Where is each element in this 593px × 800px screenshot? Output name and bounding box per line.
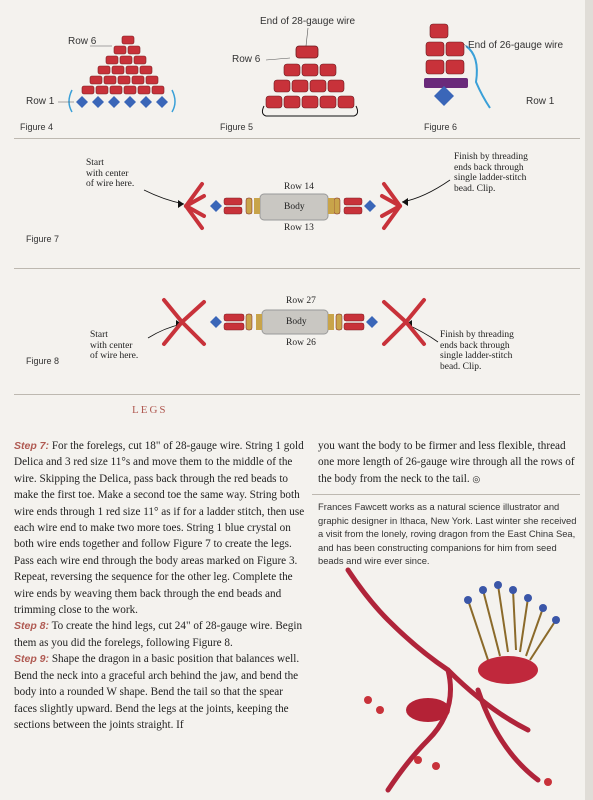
figure-5-diagram — [220, 6, 380, 126]
figure-6 — [420, 20, 580, 135]
figure-8-caption: Figure 8 — [26, 356, 60, 366]
divider — [14, 268, 580, 269]
right-column-continued — [318, 438, 578, 487]
divider — [14, 394, 580, 395]
author-credit: Frances Fawcett works as a natural science illustrator and graphic designer in Ithaca, New York. Last winter she received a visit from the lonely, roving dragon from the East China Sea, and has been constructing companions for him from seed beads and wire ever since. — [318, 501, 577, 567]
step-8-text: To create the hind legs, cut 24" of 28-gauge wire. Begin them as you did the forelegs, following Figure 8. — [14, 620, 303, 649]
step-8 — [14, 618, 306, 651]
figure-8-diagram — [14, 272, 580, 392]
figure-5-wire-note: End of 28-gauge wire — [260, 16, 356, 27]
figure-5-row-label: Row 6 — [232, 54, 261, 65]
end-mark-icon: ◎ — [472, 473, 481, 484]
figure-4-row-bottom-label: Row 1 — [26, 96, 55, 107]
figure-6-wire-note: End of 26-gauge wire — [468, 40, 564, 51]
figure-8-start-note: Start with center of wire here. — [90, 330, 139, 361]
figure-7-row-bottom: Row 13 — [284, 223, 314, 233]
figure-7 — [14, 140, 580, 266]
figure-7-row-top: Row 14 — [284, 182, 314, 192]
figure-6-diagram — [420, 20, 520, 130]
figure-8-body-label: Body — [286, 317, 307, 327]
figure-8-finish-note: Finish by threading ends back through single ladder-stitch bead. Clip. — [440, 330, 514, 372]
step-8-label: Step 8: — [14, 620, 50, 633]
step-9-text: Shape the dragon in a basic position that balances well. Bend the neck into a graceful arch behind the jaw, and bend the body into a rounded W shape. Bend the tail so that the spear faces slightly upward. Bend the legs at the joints, keeping the sections between the joints straight. If — [14, 653, 300, 731]
figure-7-finish-note: Finish by threading ends back through single ladder-stitch bead. Clip. — [454, 152, 528, 194]
figure-7-start-note: Start with center of wire here. — [86, 158, 135, 189]
figure-7-body-label: Body — [284, 202, 305, 212]
section-title: LEGS — [132, 404, 168, 416]
dragon-photo — [308, 560, 593, 800]
figure-4-row-top-label: Row 6 — [68, 36, 97, 47]
figure-4-caption: Figure 4 — [20, 122, 54, 132]
continued-text: you want the body to be firmer and less flexible, thread one more length of 26-gauge wire through all the rows of the body from the neck to the tail. — [318, 440, 575, 485]
step-7 — [14, 438, 306, 618]
figure-8 — [14, 272, 580, 392]
figure-6-row-label: Row 1 — [526, 96, 555, 107]
step-9 — [14, 651, 306, 733]
figure-6-caption: Figure 6 — [424, 122, 458, 132]
figure-8-row-bottom: Row 26 — [286, 338, 316, 348]
credit-divider — [312, 494, 580, 495]
figure-5 — [220, 6, 380, 136]
step-9-label: Step 9: — [14, 653, 50, 666]
step-7-label: Step 7: — [14, 440, 50, 452]
figure-8-row-top: Row 27 — [286, 296, 316, 306]
divider — [14, 138, 580, 139]
step-7-text: For the forelegs, cut 18" of 28-gauge wire. String 1 gold Delica and 3 red size 11°s and move them to the middle of the wire. Skipping the Delica, pass back through the red beads to make the first toe. Make a second toe the same way. String both wire ends through 1 red size 11° as if for a ladder stitch, then use each wire end to make two more toes. String 1 blue crystal on both wire ends together and follow Figure 7 to create the legs. Pass each wire end through the body areas marked on Figure 3. Repeat, reversing the sequence for the other leg. Complete the wire ends by weaving them back through the end beads and trimming close to the work. — [14, 440, 305, 617]
figure-7-caption: Figure 7 — [26, 234, 60, 244]
left-column — [14, 438, 306, 733]
figure-4 — [14, 20, 189, 135]
figure-5-caption: Figure 5 — [220, 122, 254, 132]
